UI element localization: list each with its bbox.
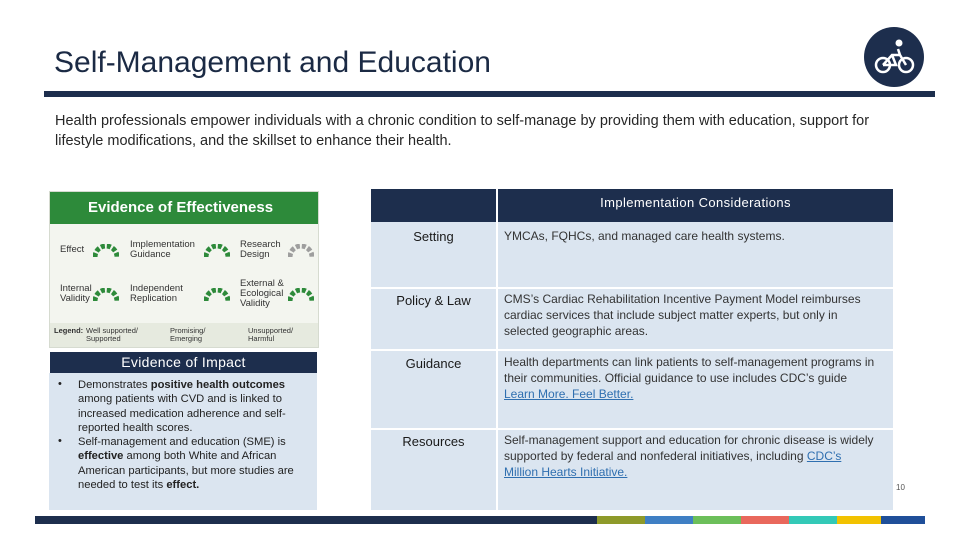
criterion-external-validity: External & Ecological Validity	[240, 278, 284, 309]
implementation-header	[371, 189, 893, 222]
effectiveness-title: Evidence of Effectiveness	[50, 192, 318, 224]
intro-text: Health professionals empower individuals with a chronic condition to self-manage by providing them with education, support for lifestyle modifications, and the skillset to enhance their health.	[55, 113, 870, 149]
gauge-icon	[288, 288, 314, 302]
legend-promising: Promising/ Emerging	[170, 326, 206, 343]
page-number: 10	[896, 483, 905, 492]
title-divider	[44, 91, 935, 97]
footer-segment	[837, 516, 881, 524]
page-title: Self-Management and Education	[54, 46, 491, 79]
footer-color-bar	[35, 516, 925, 524]
implementation-title: Implementation Considerations	[600, 195, 791, 210]
legend-well-supported: Well supported/ Supported	[86, 326, 138, 343]
legend-label: Legend:	[54, 326, 84, 335]
footer-segment	[645, 516, 693, 524]
implementation-table	[371, 222, 893, 510]
gauge-icon	[93, 288, 119, 302]
effectiveness-legend	[50, 323, 318, 347]
effectiveness-card	[49, 191, 319, 348]
bullet-marker: •	[58, 435, 62, 447]
legend-unsupported: Unsupported/ Harmful	[248, 326, 294, 343]
row-label-resources: Resources	[402, 434, 465, 449]
footer-segment	[693, 516, 741, 524]
footer-segment	[741, 516, 789, 524]
criterion-implementation-guidance: Implementation Guidance	[130, 239, 195, 260]
row-text-policy: CMS’s Cardiac Rehabilitation Incentive Payment Model reimburses cardiac services that include subject matter experts, but only in selected geographic areas.	[504, 292, 861, 338]
impact-bullet-1: Demonstrates positive health outcomes among patients with CVD and is linked to increased medication adherence and self-reported health scores.	[78, 379, 286, 434]
learn-more-link[interactable]: Learn More. Feel Better.	[504, 386, 634, 401]
cyclist-icon	[864, 27, 924, 87]
gauge-icon	[288, 244, 314, 258]
row-text-resources: Self-management support and education for chronic disease is widely supported by federal and nonfederal initiatives, including CDC’s Million Hearts Initiative.	[504, 433, 874, 479]
gauge-icon	[93, 244, 119, 258]
footer-segment	[597, 516, 645, 524]
impact-title: Evidence of Impact	[50, 352, 317, 373]
row-label-guidance: Guidance	[405, 356, 462, 371]
million-hearts-link[interactable]: CDC’s Million Hearts Initiative.	[504, 448, 842, 479]
footer-segment	[789, 516, 837, 524]
bullet-marker: •	[58, 378, 62, 390]
gauge-icon	[204, 244, 230, 258]
gauge-icon	[204, 288, 230, 302]
footer-segment	[881, 516, 925, 524]
row-text-setting: YMCAs, FQHCs, and managed care health systems.	[504, 229, 785, 243]
footer-segment	[35, 516, 597, 524]
impact-bullet-2: Self-management and education (SME) is effective among both White and African American participants, but more studies are needed to test its effect.	[78, 436, 294, 491]
row-text-guidance: Health departments can link patients to self-management programs in their communities. Official guidance to use includes CDC’s guide Learn More. Feel Better.	[504, 355, 875, 401]
criterion-effect: Effect	[60, 244, 85, 255]
criterion-research-design: Research Design	[240, 239, 281, 260]
criterion-independent-replication: Independent Replication	[130, 283, 183, 304]
criterion-internal-validity: Internal Validity	[60, 283, 92, 304]
row-label-setting: Setting	[413, 229, 454, 244]
row-label-policy: Policy & Law	[396, 293, 471, 308]
